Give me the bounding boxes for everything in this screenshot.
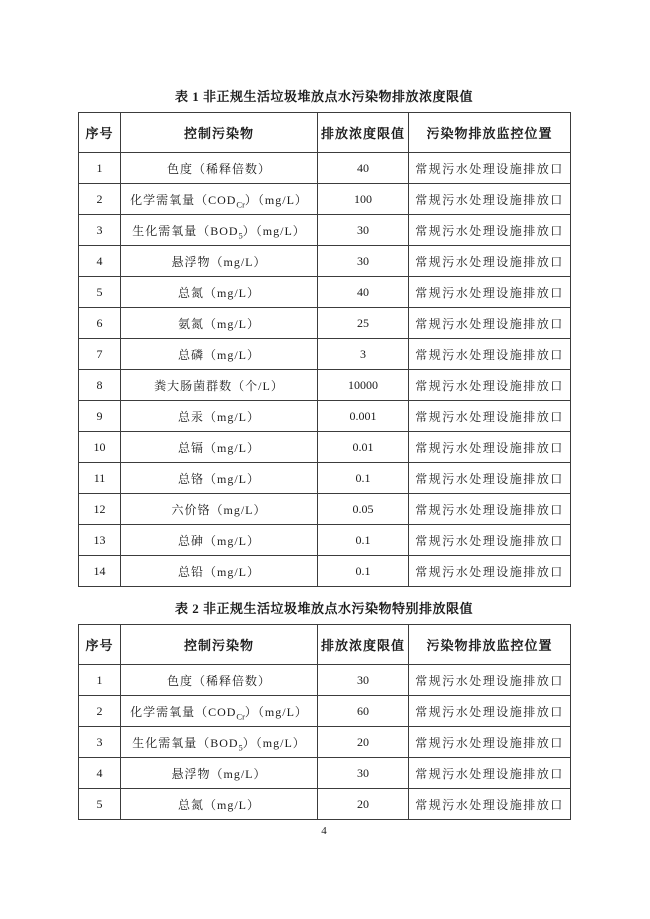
serial-number-cell: 3	[79, 215, 121, 246]
table-row	[79, 277, 571, 308]
monitoring-location-cell: 常规污水处理设施排放口	[409, 339, 571, 370]
pollutant-text: 粪大肠菌群数（个/L）	[154, 378, 284, 393]
header-discharge-limit: 排放浓度限值	[318, 625, 409, 665]
pollutant-text: ）（mg/L）	[244, 192, 308, 207]
pollutant-text: 生化需氧量（BOD	[132, 223, 239, 238]
serial-number-cell: 11	[79, 463, 121, 494]
limit-value-cell: 20	[318, 789, 409, 820]
monitoring-location-cell: 常规污水处理设施排放口	[409, 727, 571, 758]
table-row	[79, 463, 571, 494]
pollutant-text: 总铬（mg/L）	[178, 471, 260, 486]
limit-value-cell: 30	[318, 758, 409, 789]
limit-value-cell: 20	[318, 727, 409, 758]
table2-body	[79, 665, 571, 820]
pollutant-cell	[121, 153, 318, 184]
table-row	[79, 665, 571, 696]
table2	[78, 624, 571, 820]
pollutant-text: 色度（稀释倍数）	[166, 161, 271, 176]
pollutant-subscript: 5	[238, 229, 243, 240]
pollutant-text: 总铅（mg/L）	[178, 564, 260, 579]
pollutant-cell	[121, 463, 318, 494]
limit-value-cell: 0.05	[318, 494, 409, 525]
pollutant-cell	[121, 215, 318, 246]
table-row	[79, 339, 571, 370]
pollutant-cell	[121, 727, 318, 758]
pollutant-cell	[121, 494, 318, 525]
header-serial-number: 序号	[79, 625, 121, 665]
table-row	[79, 246, 571, 277]
limit-value-cell: 0.1	[318, 463, 409, 494]
serial-number-cell: 5	[79, 789, 121, 820]
table-row	[79, 215, 571, 246]
pollutant-text: 化学需氧量（COD	[130, 704, 237, 719]
monitoring-location-cell: 常规污水处理设施排放口	[409, 696, 571, 727]
limit-value-cell: 40	[318, 277, 409, 308]
header-monitoring-location: 污染物排放监控位置	[409, 113, 571, 153]
pollutant-cell	[121, 370, 318, 401]
monitoring-location-cell: 常规污水处理设施排放口	[409, 277, 571, 308]
pollutant-cell	[121, 339, 318, 370]
table2-header-row	[79, 625, 571, 665]
monitoring-location-cell: 常规污水处理设施排放口	[409, 184, 571, 215]
pollutant-text: ）（mg/L）	[244, 704, 308, 719]
pollutant-cell	[121, 665, 318, 696]
pollutant-text: 悬浮物（mg/L）	[171, 766, 267, 781]
serial-number-cell: 6	[79, 308, 121, 339]
pollutant-cell	[121, 789, 318, 820]
serial-number-cell: 10	[79, 432, 121, 463]
serial-number-cell: 1	[79, 665, 121, 696]
serial-number-cell: 2	[79, 696, 121, 727]
serial-number-cell: 9	[79, 401, 121, 432]
serial-number-cell: 8	[79, 370, 121, 401]
table1-header-row	[79, 113, 571, 153]
pollutant-cell	[121, 246, 318, 277]
pollutant-text: 总氮（mg/L）	[178, 285, 260, 300]
header-discharge-limit: 排放浓度限值	[318, 113, 409, 153]
pollutant-cell	[121, 758, 318, 789]
serial-number-cell: 12	[79, 494, 121, 525]
table1-body	[79, 153, 571, 587]
pollutant-cell	[121, 432, 318, 463]
pollutant-text: ）（mg/L）	[242, 223, 306, 238]
table1-title: 表 1 非正规生活垃圾堆放点水污染物排放浓度限值	[174, 89, 473, 104]
document-page	[78, 0, 570, 837]
pollutant-text: 总镉（mg/L）	[178, 440, 260, 455]
serial-number-cell: 13	[79, 525, 121, 556]
serial-number-cell: 3	[79, 727, 121, 758]
pollutant-text: 总磷（mg/L）	[178, 347, 260, 362]
limit-value-cell: 0.01	[318, 432, 409, 463]
monitoring-location-cell: 常规污水处理设施排放口	[409, 432, 571, 463]
monitoring-location-cell: 常规污水处理设施排放口	[409, 789, 571, 820]
monitoring-location-cell: 常规污水处理设施排放口	[409, 556, 571, 587]
table1	[78, 112, 571, 587]
monitoring-location-cell: 常规污水处理设施排放口	[409, 215, 571, 246]
table-row	[79, 556, 571, 587]
limit-value-cell: 0.1	[318, 525, 409, 556]
limit-value-cell: 30	[318, 246, 409, 277]
monitoring-location-cell: 常规污水处理设施排放口	[409, 401, 571, 432]
monitoring-location-cell: 常规污水处理设施排放口	[409, 758, 571, 789]
table-row	[79, 525, 571, 556]
monitoring-location-cell: 常规污水处理设施排放口	[409, 494, 571, 525]
pollutant-cell	[121, 556, 318, 587]
limit-value-cell: 0.001	[318, 401, 409, 432]
limit-value-cell: 60	[318, 696, 409, 727]
serial-number-cell: 1	[79, 153, 121, 184]
table-row	[79, 727, 571, 758]
monitoring-location-cell: 常规污水处理设施排放口	[409, 308, 571, 339]
limit-value-cell: 3	[318, 339, 409, 370]
monitoring-location-cell: 常规污水处理设施排放口	[409, 525, 571, 556]
pollutant-text: 悬浮物（mg/L）	[171, 254, 267, 269]
pollutant-cell	[121, 525, 318, 556]
pollutant-subscript: Cr	[236, 198, 245, 209]
table-row	[79, 370, 571, 401]
limit-value-cell: 25	[318, 308, 409, 339]
table-row	[79, 494, 571, 525]
pollutant-text: 六价铬（mg/L）	[171, 502, 267, 517]
header-controlled-pollutant: 控制污染物	[121, 113, 318, 153]
table2-title: 表 2 非正规生活垃圾堆放点水污染物特别排放限值	[174, 601, 473, 616]
limit-value-cell: 100	[318, 184, 409, 215]
pollutant-cell	[121, 696, 318, 727]
table-row	[79, 432, 571, 463]
table-row	[79, 789, 571, 820]
header-serial-number: 序号	[79, 113, 121, 153]
monitoring-location-cell: 常规污水处理设施排放口	[409, 463, 571, 494]
header-controlled-pollutant: 控制污染物	[121, 625, 318, 665]
monitoring-location-cell: 常规污水处理设施排放口	[409, 665, 571, 696]
limit-value-cell: 30	[318, 215, 409, 246]
pollutant-text: 总汞（mg/L）	[178, 409, 260, 424]
pollutant-text: 化学需氧量（COD	[130, 192, 237, 207]
pollutant-subscript: Cr	[236, 710, 245, 721]
pollutant-cell	[121, 308, 318, 339]
header-monitoring-location: 污染物排放监控位置	[409, 625, 571, 665]
pollutant-cell	[121, 277, 318, 308]
pollutant-cell	[121, 184, 318, 215]
monitoring-location-cell: 常规污水处理设施排放口	[409, 370, 571, 401]
table-row	[79, 308, 571, 339]
serial-number-cell: 7	[79, 339, 121, 370]
pollutant-subscript: 5	[238, 741, 243, 752]
pollutant-text: ）（mg/L）	[242, 735, 306, 750]
pollutant-cell	[121, 401, 318, 432]
page-number: 4	[321, 825, 327, 837]
serial-number-cell: 14	[79, 556, 121, 587]
limit-value-cell: 30	[318, 665, 409, 696]
table-row	[79, 153, 571, 184]
monitoring-location-cell: 常规污水处理设施排放口	[409, 153, 571, 184]
serial-number-cell: 2	[79, 184, 121, 215]
pollutant-text: 氨氮（mg/L）	[178, 316, 260, 331]
monitoring-location-cell: 常规污水处理设施排放口	[409, 246, 571, 277]
limit-value-cell: 10000	[318, 370, 409, 401]
table-row	[79, 758, 571, 789]
limit-value-cell: 40	[318, 153, 409, 184]
pollutant-text: 总砷（mg/L）	[178, 533, 260, 548]
pollutant-text: 色度（稀释倍数）	[166, 673, 271, 688]
pollutant-text: 总氮（mg/L）	[178, 797, 260, 812]
limit-value-cell: 0.1	[318, 556, 409, 587]
serial-number-cell: 4	[79, 758, 121, 789]
table-row	[79, 696, 571, 727]
serial-number-cell: 4	[79, 246, 121, 277]
table-row	[79, 401, 571, 432]
serial-number-cell: 5	[79, 277, 121, 308]
table-row	[79, 184, 571, 215]
pollutant-text: 生化需氧量（BOD	[132, 735, 239, 750]
